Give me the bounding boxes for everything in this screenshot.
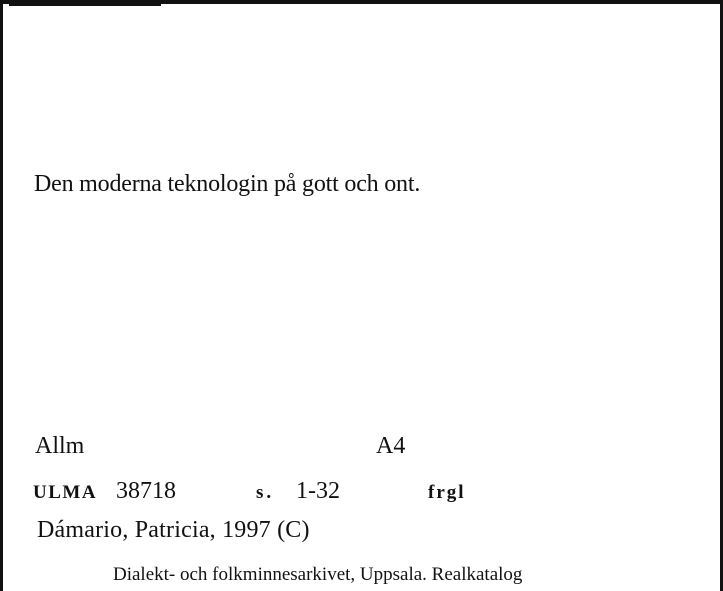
page-range: 1-32: [296, 478, 340, 504]
pages-prefix: s.: [256, 482, 275, 503]
card-top-tab: [9, 4, 161, 6]
accession-number: 38718: [116, 478, 176, 504]
category-label: Allm: [35, 433, 85, 459]
author-line: Dámario, Patricia, 1997 (C): [37, 517, 310, 543]
archive-footer: Dialekt- och folkminnesarkivet, Uppsala. Realkatalog: [113, 564, 523, 585]
card-title: Den moderna teknologin på gott och ont.: [34, 171, 421, 197]
archive-code: ULMA: [33, 482, 98, 503]
topic-code: frgl: [428, 482, 466, 503]
format-label: A4: [376, 433, 406, 459]
